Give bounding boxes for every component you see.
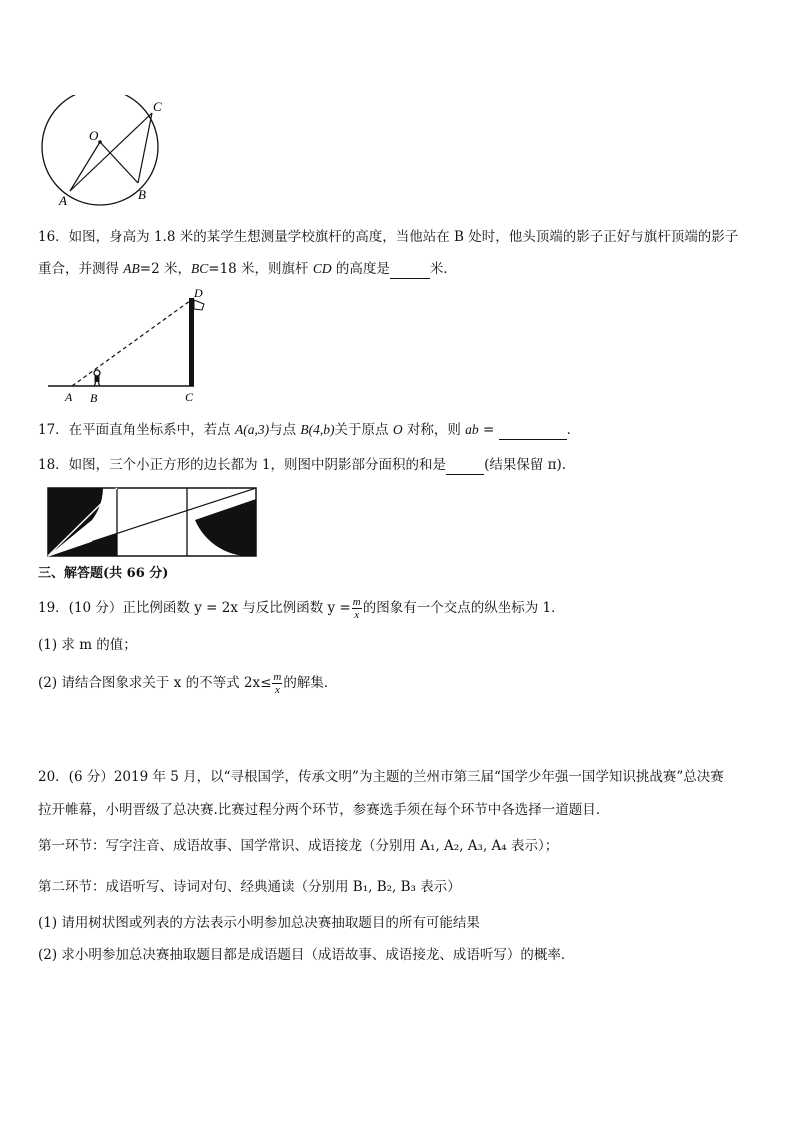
q16-line2: 重合，并测得 AB=2 米，BC=18 米，则旗杆 CD 的高度是 米． [38,261,457,277]
label-a: A [65,390,73,404]
flag [194,300,204,310]
q20-line2: 拉开帷幕，小明晋级了总决赛.比赛过程分两个环节，参赛选手须在每个环节中各选择一道题目. [38,802,601,818]
label-o: O [89,128,99,143]
shadow-line [72,298,194,386]
q16-answer-blank [390,260,430,279]
q20-part2: (2) 求小明参加总决赛抽取题目都是成语题目（成语故事、成语接龙、成语听写）的概率． [38,947,575,963]
q19-part2: (2) 请结合图象求关于 x 的不等式 2x≤ $\frac{m}{x}$ 的解集． [38,671,338,696]
center-point [98,140,102,144]
flagpole-figure [44,284,224,406]
q19-line: 19．(10 分）正比例函数 y = 2x 与反比例函数 y = $\frac{m}{x}$ 的图象有一个交点的纵坐标为 1． [38,596,565,621]
fraction-m-over-x: $\frac{m}{x}$ [352,596,361,621]
q20-line4: 第二环节：成语听写、诗词对句、经典通读（分别用 B₁, B₂, B₃ 表示） [38,879,461,895]
shaded-region-right [195,499,256,556]
label-b: B [90,391,98,405]
student-head [94,370,100,376]
label-c: C [153,99,162,114]
label-d: D [194,286,203,300]
fraction-m-over-x: $\frac{m}{x}$ [273,671,282,696]
section-heading: 三、解答题(共 66 分) [38,566,169,581]
flagpole [189,298,194,386]
label-c: C [185,390,194,404]
radius-ob [100,142,138,183]
chord-ac [70,113,152,191]
q19-part1: (1) 求 m 的值； [38,637,137,653]
q20-line1: 20．(6 分）2019 年 5 月，以“寻根国学，传承文明”为主题的兰州市第三届“国学少年强一国学知识挑战赛”总决赛 [38,769,724,785]
circle-figure [30,95,180,210]
q18-answer-blank [446,456,484,475]
squares-figure [44,485,260,559]
q20-line3: 第一环节：写字注音、成语故事、国学常识、成语接龙（分别用 A₁, A₂, A₃, A₄ 表示）； [38,838,559,854]
q17-answer-blank [499,421,567,440]
q20-part1: (1) 请用树状图或列表的方法表示小明参加总决赛抽取题目的所有可能结果 [38,915,480,931]
student-body [95,376,100,382]
q17-line: 17．在平面直角坐标系中，若点 A(a,3)与点 B(4,b)关于原点 O 对称，则 ab = ． [38,422,581,438]
label-b: B [138,187,146,202]
q16-line1: 16．如图，身高为 1.8 米的某学生想测量学校旗杆的高度，当他站在 B 处时，他头顶端的影子正好与旗杆顶端的影子 [38,229,739,245]
q18-line: 18．如图，三个小正方形的边长都为 1，则图中阴影部分面积的和是 (结果保留 π). [38,457,567,473]
label-a: A [59,193,67,208]
